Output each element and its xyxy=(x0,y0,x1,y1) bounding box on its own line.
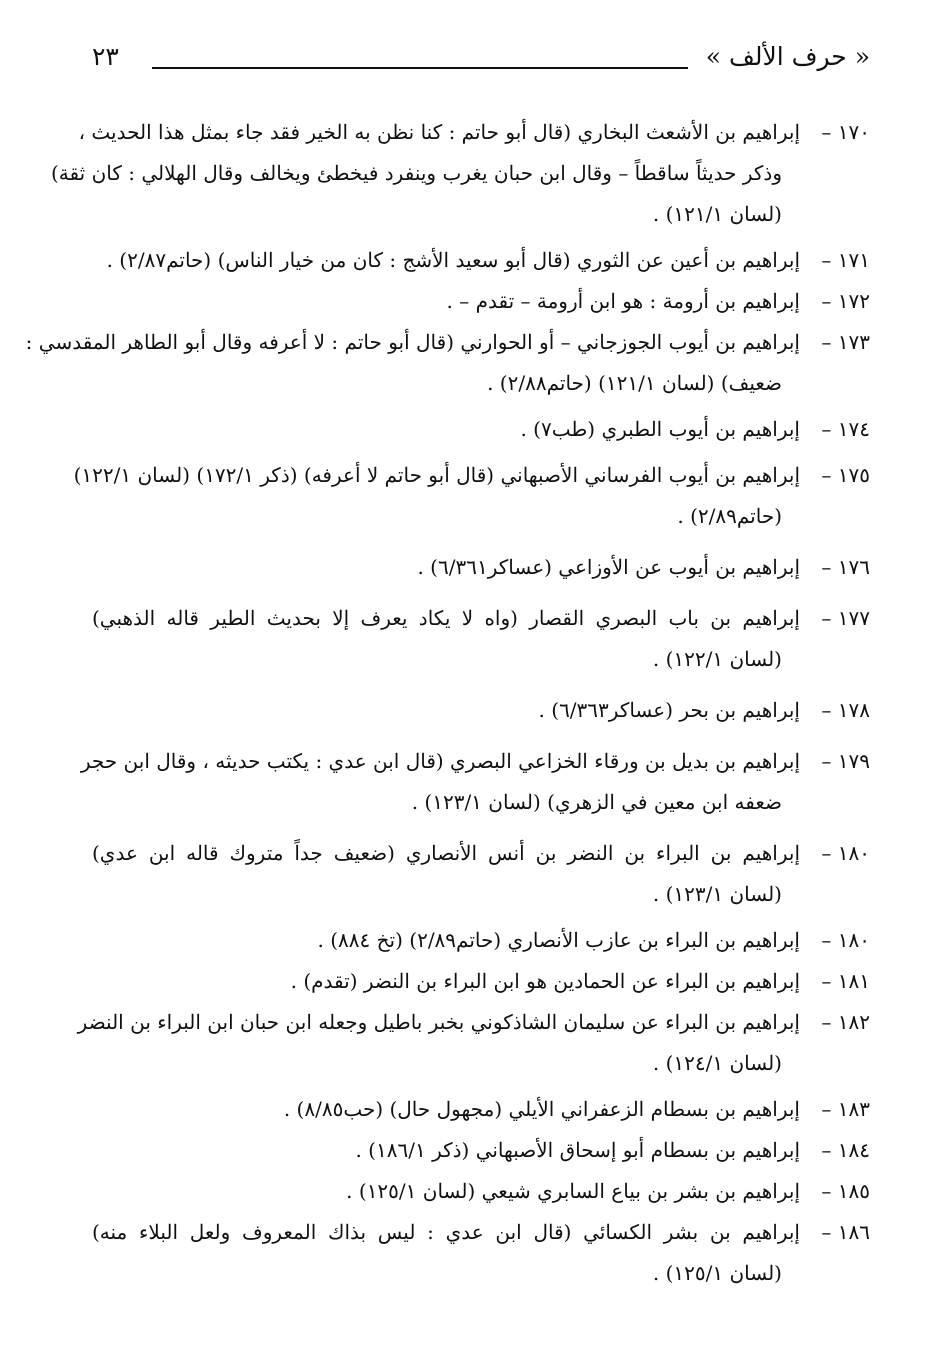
entry-line: (لسان ١٢٣/١) . xyxy=(652,882,782,906)
entry-row xyxy=(92,1171,870,1212)
entry-row xyxy=(92,920,870,961)
entry-number: ١٨٤ – xyxy=(821,1138,870,1162)
entry-row xyxy=(92,690,870,731)
entry-text xyxy=(92,547,800,588)
entry-line: إبراهيم بن أيوب الطبري (طب٧) . xyxy=(520,417,800,441)
entry-line: إبراهيم بن البراء بن عازب الأنصاري (حاتم٢/٨٩) (تخ ٨٨٤) . xyxy=(317,928,800,952)
entry-number: ١٧٨ – xyxy=(821,698,870,722)
entry-row xyxy=(51,112,870,235)
entry-text xyxy=(92,1130,800,1171)
entry-row xyxy=(73,455,870,537)
entry-line: إبراهيم بن بديل بن ورقاء الخزاعي البصري (قال ابن عدي : يكتب حديثه ، وقال ابن حجر xyxy=(80,749,800,773)
entry-line: وذكر حديثاً ساقطاً – وقال ابن حبان يغرب وينفرد فيخطئ ويخالف وقال الهلالي : كان ثقة) xyxy=(51,161,782,185)
entry-text xyxy=(92,240,800,281)
entry-row xyxy=(92,240,870,281)
entry-number: ١٧٥ – xyxy=(821,463,870,487)
entry-number: ١٧١ – xyxy=(821,248,870,272)
entry-row xyxy=(92,1130,870,1171)
entry-line: (لسان ١٢٤/١) . xyxy=(652,1051,782,1075)
entry-text xyxy=(92,690,800,731)
entry-text xyxy=(25,322,800,404)
entry-number: ١٨٥ – xyxy=(821,1179,870,1203)
entry-line: إبراهيم بن أيوب الفرساني الأصبهاني (قال أبو حاتم لا أعرفه) (ذكر ١٧٢/١) (لسان ١٢٢/١) xyxy=(73,463,800,487)
entry-row xyxy=(80,741,870,823)
entry-text xyxy=(51,112,800,235)
entry-text xyxy=(92,1171,800,1212)
entry-number: ١٨١ – xyxy=(821,969,870,993)
entry-number: ١٧٧ – xyxy=(821,606,870,630)
entry-text xyxy=(92,409,800,450)
entry-row xyxy=(92,961,870,1002)
entry-line: (لسان ١٢١/١) . xyxy=(652,202,782,226)
entry-line: (لسان ١٢٥/١) . xyxy=(652,1261,782,1285)
entry-line: (لسان ١٢٢/١) . xyxy=(652,647,782,671)
entry-number: ١٧٣ – xyxy=(821,330,870,354)
entry-number: ١٨٠ – xyxy=(821,841,870,865)
entry-line: إبراهيم بن باب البصري القصار (واه لا يكاد يعرف إلا بحديث الطير قاله الذهبي) xyxy=(92,606,800,630)
entry-text xyxy=(92,833,800,915)
entry-number: ١٧٠ – xyxy=(821,120,870,144)
entry-line: إبراهيم بن الأشعث البخاري (قال أبو حاتم : كنا نظن به الخير فقد جاء بمثل هذا الحديث ، xyxy=(78,120,800,144)
entry-line: ضعيف) (لسان ١٢١/١) (حاتم٢/٨٨) . xyxy=(487,371,782,395)
entry-text xyxy=(92,1212,800,1294)
entry-row xyxy=(92,281,870,322)
entry-row xyxy=(92,598,870,680)
entry-number: ١٨٠ – xyxy=(821,928,870,952)
entry-number: ١٨٣ – xyxy=(821,1097,870,1121)
entry-text xyxy=(80,741,800,823)
entry-line: إبراهيم بن أرومة : هو ابن أرومة – تقدم – . xyxy=(446,289,800,313)
entry-row xyxy=(92,833,870,915)
entry-line: إبراهيم بن أيوب عن الأوزاعي (عساكر٦/٣٦١) . xyxy=(417,555,800,579)
page-header xyxy=(92,38,870,78)
entry-line: إبراهيم بن البراء عن سليمان الشاذكوني بخبر باطيل وجعله ابن حبان ابن البراء بن النضر xyxy=(77,1010,800,1034)
entry-text xyxy=(92,598,800,680)
entry-number: ١٧٩ – xyxy=(821,749,870,773)
entry-row xyxy=(25,322,870,404)
entry-number: ١٧٢ – xyxy=(821,289,870,313)
chapter-title: « حرف الألف » xyxy=(705,42,870,71)
entry-line: (حاتم٢/٨٩) . xyxy=(677,504,782,528)
entry-number: ١٨٦ – xyxy=(821,1220,870,1244)
entry-line: إبراهيم بن بحر (عساكر٦/٣٦٣) . xyxy=(538,698,800,722)
entry-text xyxy=(92,281,800,322)
entry-text xyxy=(92,920,800,961)
entry-row xyxy=(92,547,870,588)
entry-line: إبراهيم بن البراء عن الحمادين هو ابن البراء بن النضر (تقدم) . xyxy=(290,969,800,993)
entry-line: إبراهيم بن بشر الكسائي (قال ابن عدي : ليس بذاك المعروف ولعل البلاء منه) xyxy=(92,1220,800,1244)
entry-row xyxy=(92,1212,870,1294)
entry-row xyxy=(92,1089,870,1130)
entry-number: ١٧٦ – xyxy=(821,555,870,579)
entry-line: ضعفه ابن معين في الزهري) (لسان ١٢٣/١) . xyxy=(411,790,782,814)
entry-text xyxy=(92,961,800,1002)
entry-row xyxy=(77,1002,870,1084)
entry-line: إبراهيم بن بسطام الزعفراني الأيلي (مجهول حال) (حب٨/٨٥) . xyxy=(283,1097,800,1121)
entry-number: ١٨٢ – xyxy=(821,1010,870,1034)
entry-line: إبراهيم بن بسطام أبو إسحاق الأصبهاني (ذكر ١٨٦/١) . xyxy=(355,1138,800,1162)
entry-text xyxy=(92,1089,800,1130)
entry-line: إبراهيم بن البراء بن النضر بن أنس الأنصاري (ضعيف جداً متروك قاله ابن عدي) xyxy=(92,841,800,865)
entry-line: إبراهيم بن بشر بن بياع السابري شيعي (لسان ١٢٥/١) . xyxy=(346,1179,800,1203)
entry-text xyxy=(77,1002,800,1084)
entry-line: إبراهيم بن أيوب الجوزجاني – أو الحوارني (قال أبو حاتم : لا أعرفه وقال أبو الطاهر المقدسي : xyxy=(25,330,800,354)
entry-text xyxy=(73,455,800,537)
entry-line: إبراهيم بن أعين عن الثوري (قال أبو سعيد الأشج : كان من خيار الناس) (حاتم٢/٨٧) . xyxy=(106,248,800,272)
entry-number: ١٧٤ – xyxy=(821,417,870,441)
page-number: ٢٣ xyxy=(92,42,119,71)
entry-list xyxy=(25,112,870,1294)
header-rule xyxy=(152,67,688,69)
entry-row xyxy=(92,409,870,450)
